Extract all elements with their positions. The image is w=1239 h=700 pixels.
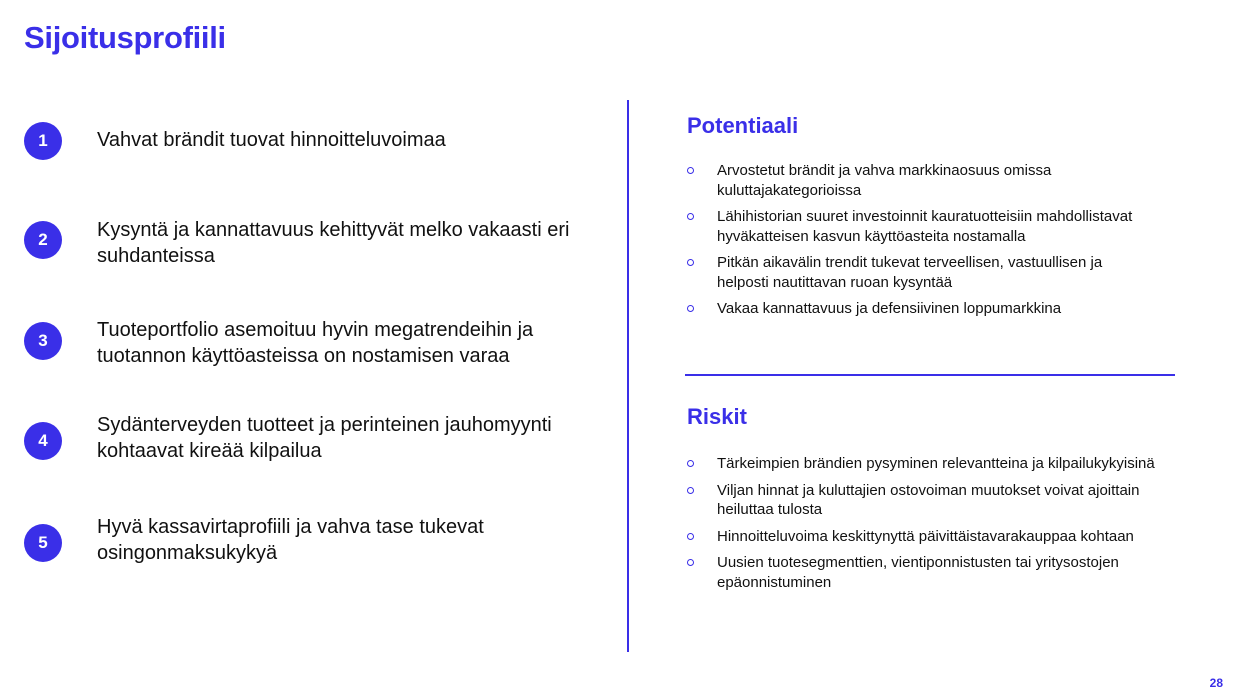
list-item-4	[24, 412, 594, 472]
number-badge-5: 5	[24, 524, 62, 562]
list-item-1	[24, 122, 594, 182]
horizontal-divider	[685, 374, 1175, 376]
circle-bullet-icon	[687, 259, 694, 266]
circle-bullet-icon	[687, 213, 694, 220]
circle-bullet-icon	[687, 487, 694, 494]
risk-item: Tärkeimpien brändien pysyminen relevantteina ja kilpailukykyisinä	[687, 454, 1157, 474]
list-item-5	[24, 514, 594, 574]
number-badge-1: 1	[24, 122, 62, 160]
risks-list	[687, 454, 1157, 599]
potential-item: Arvostetut brändit ja vahva markkinaosuus omissa kuluttajakategorioissa	[687, 161, 1157, 200]
potential-item: Pitkän aikavälin trendit tukevat terveellisen, vastuullisen ja helposti nautittavan ruoan kysyntää	[687, 253, 1157, 292]
risk-item: Uusien tuotesegmenttien, vientiponnistusten tai yritysostojen epäonnistuminen	[687, 553, 1157, 592]
item-text-1: Vahvat brändit tuovat hinnoitteluvoimaa	[97, 129, 446, 151]
item-text-5: Hyvä kassavirtaprofiili ja vahva tase tukevat osingonmaksukykyä	[97, 516, 484, 564]
list-item-2	[24, 217, 594, 277]
item-text-4: Sydänterveyden tuotteet ja perinteinen jauhomyynti kohtaavat kireää kilpailua	[97, 414, 552, 462]
circle-bullet-icon	[687, 305, 694, 312]
vertical-divider	[627, 100, 629, 652]
risk-item: Hinnoitteluvoima keskittynyttä päivittäistavarakauppaa kohtaan	[687, 527, 1157, 547]
item-text-3: Tuoteportfolio asemoituu hyvin megatrendeihin ja tuotannon käyttöasteissa on nostamisen varaa	[97, 319, 534, 367]
number-badge-2: 2	[24, 221, 62, 259]
page-title: Sijoitusprofiili	[24, 20, 226, 55]
potential-list	[687, 161, 1157, 326]
circle-bullet-icon	[687, 559, 694, 566]
circle-bullet-icon	[687, 460, 694, 467]
circle-bullet-icon	[687, 167, 694, 174]
number-badge-4: 4	[24, 422, 62, 460]
list-item-3	[24, 317, 594, 377]
risks-heading: Riskit	[687, 404, 747, 429]
risk-item: Viljan hinnat ja kuluttajien ostovoiman muutokset voivat ajoittain heiluttaa tulosta	[687, 481, 1157, 520]
page-number: 28	[1209, 676, 1223, 690]
number-badge-3: 3	[24, 322, 62, 360]
item-text-2: Kysyntä ja kannattavuus kehittyvät melko vakaasti eri suhdanteissa	[97, 219, 570, 267]
potential-item: Lähihistorian suuret investoinnit kauratuotteisiin mahdollistavat hyväkatteisen kasvun käyttöasteita nostamalla	[687, 207, 1157, 246]
potential-heading: Potentiaali	[687, 113, 799, 138]
circle-bullet-icon	[687, 533, 694, 540]
potential-item: Vakaa kannattavuus ja defensiivinen loppumarkkina	[687, 299, 1157, 319]
